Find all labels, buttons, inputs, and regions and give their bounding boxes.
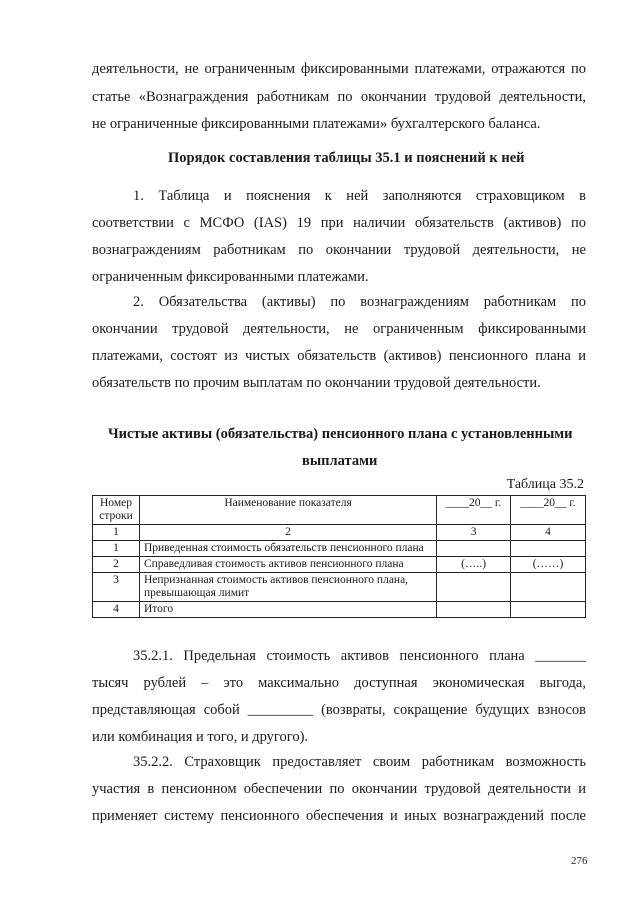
table-row <box>93 557 586 573</box>
table-title-line-1: Чистые активы (обязательства) пенсионного плана с установленными <box>108 426 573 442</box>
para2-line-2: окончании трудовой деятельности, не ограниченным фиксированными <box>92 321 586 337</box>
row-indicator-name: Справедливая стоимость активов пенсионного плана <box>139 557 436 573</box>
column-number-2: 2 <box>139 525 436 541</box>
table-column-numbers-row <box>93 525 586 541</box>
para1-line-1: 1. Таблица и пояснения к ней заполняются страховщиком в <box>133 188 586 204</box>
intro-line-3: не ограниченные фиксированными платежами» бухгалтерского баланса. <box>92 116 541 132</box>
para1-line-4: ограниченным фиксированными платежами. <box>92 269 369 285</box>
pension-plan-table <box>92 495 586 618</box>
para1-line-3: вознаграждениям работникам по окончании трудовой деятельности, не <box>92 242 586 258</box>
row-value-year-2 <box>511 541 586 557</box>
column-number-3: 3 <box>437 525 511 541</box>
header-row-number: Номер строки <box>93 496 140 525</box>
row-indicator-name: Непризнанная стоимость активов пенсионного плана, превышающая лимит <box>139 573 436 602</box>
row-value-year-1 <box>437 573 511 602</box>
table-row <box>93 541 586 557</box>
para3-line-4: или комбинация и того, и другого). <box>92 729 309 745</box>
intro-line-1: деятельности, не ограниченным фиксированными платежами, отражаются по <box>92 61 586 77</box>
para3-line-3: представляющая собой _________ (возвраты, сокращение будущих взносов <box>92 702 586 718</box>
row-value-year-1 <box>437 602 511 618</box>
table-title-line-2: выплатами <box>302 453 378 469</box>
row-number: 2 <box>93 557 140 573</box>
para4-line-1: 35.2.2. Страховщик предоставляет своим работникам возможность <box>133 754 586 770</box>
table-caption: Таблица 35.2 <box>506 477 584 492</box>
column-number-1: 1 <box>93 525 140 541</box>
para2-line-1: 2. Обязательства (активы) по вознаграждениям работникам по <box>133 294 586 310</box>
header-year-1: ____20__ г. <box>437 496 511 525</box>
row-value-year-2 <box>511 602 586 618</box>
table-header-row <box>93 496 586 525</box>
row-indicator-name: Итого <box>139 602 436 618</box>
intro-line-2: статье «Вознаграждения работникам по окончании трудовой деятельности, <box>92 89 586 105</box>
para4-line-3: применяет систему пенсионного обеспечения и иных вознаграждений после <box>92 808 586 824</box>
column-number-4: 4 <box>511 525 586 541</box>
page-number: 276 <box>571 855 588 867</box>
row-number: 1 <box>93 541 140 557</box>
para2-line-3: платежами, состоят из чистых обязательств (активов) пенсионного плана и <box>92 348 586 364</box>
row-value-year-1: (…..) <box>437 557 511 573</box>
row-indicator-name: Приведенная стоимость обязательств пенсионного плана <box>139 541 436 557</box>
row-number: 4 <box>93 602 140 618</box>
table-row <box>93 573 586 602</box>
section-heading: Порядок составления таблицы 35.1 и пояснений к ней <box>168 150 525 166</box>
row-value-year-2: (……) <box>511 557 586 573</box>
para3-line-2: тысяч рублей – это максимально доступная экономическая выгода, <box>92 675 586 691</box>
para2-line-4: обязательств по прочим выплатам по окончании трудовой деятельности. <box>92 375 541 391</box>
header-year-2: ____20__ г. <box>511 496 586 525</box>
row-value-year-1 <box>437 541 511 557</box>
para1-line-2: соответствии с МСФО (IAS) 19 при наличии обязательств (активов) по <box>92 215 586 231</box>
header-indicator-name: Наименование показателя <box>139 496 436 525</box>
row-value-year-2 <box>511 573 586 602</box>
table-row <box>93 602 586 618</box>
para3-line-1: 35.2.1. Предельная стоимость активов пенсионного плана _______ <box>133 648 586 664</box>
row-number: 3 <box>93 573 140 602</box>
para4-line-2: участия в пенсионном обеспечении по окончании трудовой деятельности и <box>92 781 586 797</box>
